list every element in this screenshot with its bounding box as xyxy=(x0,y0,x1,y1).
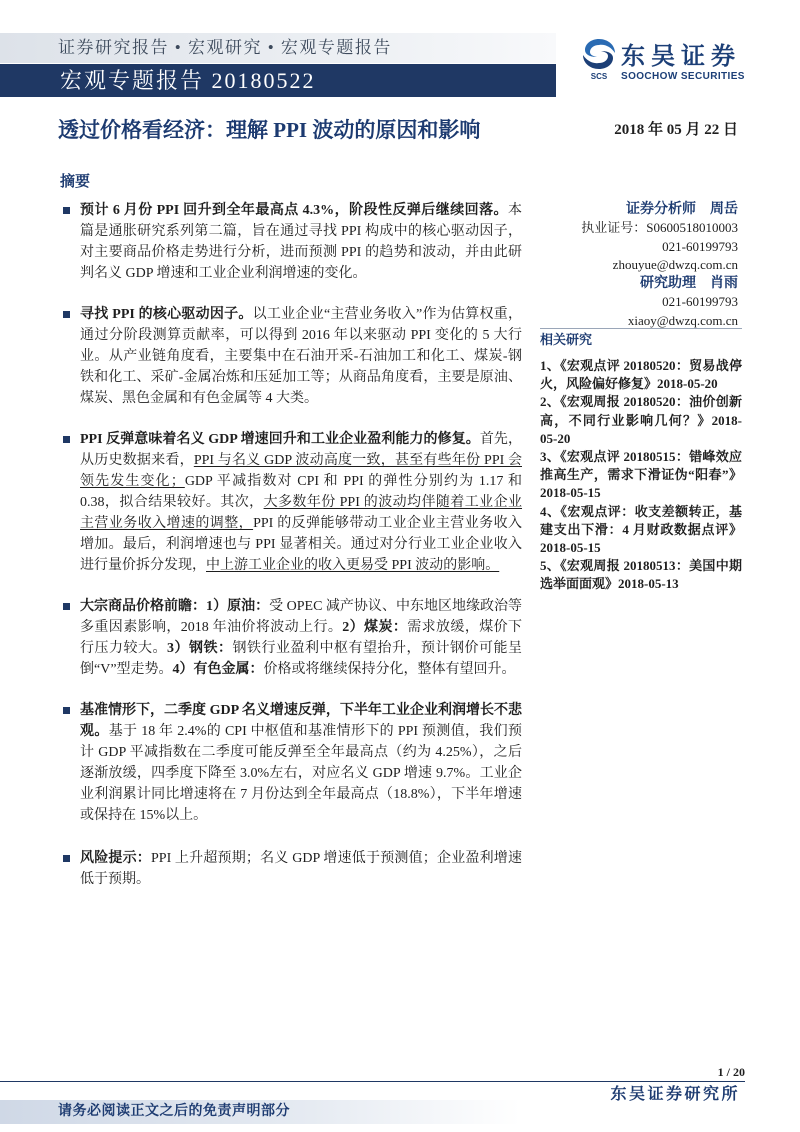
abstract-item-key-point: 中上游工业企业的收入更易受 PPI 波动的影响。 xyxy=(206,558,500,573)
assistant-name: 肖雨 xyxy=(710,276,738,292)
assistant-role: 研究助理 xyxy=(640,276,696,292)
abstract-item-lead: 寻找 PPI 的核心驱动因子。 xyxy=(80,307,253,322)
sidebar-divider xyxy=(540,328,742,329)
abstract-item-lead: 大宗商品价格前瞻：1）原油： xyxy=(80,599,270,614)
abstract-item-text: 钢铁行业盈利中枢有望抬升，预计钢价可能呈倒“V”型走势。 xyxy=(80,641,522,677)
analyst-license: 执业证号：S0600518010003 xyxy=(581,220,738,236)
footer-disclaimer: 请务必阅读正文之后的免责声明部分 xyxy=(58,1104,290,1119)
abstract-item-key-point: PPI 与名义 GDP 波动高度一致，甚至有些年份 PPI 会领先发生变化； xyxy=(80,453,522,489)
abstract-item-text: 首先，从历史数据来看， xyxy=(80,432,522,468)
abstract-list xyxy=(58,200,522,890)
report-type: 宏观专题报告 20180522 xyxy=(60,68,316,93)
abstract-item xyxy=(58,596,522,680)
page-number: 1 / 20 xyxy=(717,1065,745,1079)
related-research-list xyxy=(540,357,742,594)
abstract-item xyxy=(58,429,522,576)
report-title: 透过价格看经济：理解 PPI 波动的原因和影响 xyxy=(58,118,481,142)
logo-name-cn: 东吴证券 xyxy=(621,42,741,70)
bullet-square-icon xyxy=(63,311,70,318)
abstract-item-text: 需求放缓，煤价下行压力较大。 xyxy=(80,620,523,656)
assistant-email: xiaoy@dwzq.com.cn xyxy=(627,312,738,328)
analyst-role: 证券分析师 xyxy=(626,202,696,217)
abstract-item-lead: 基准情形下，二季度 GDP 名义增速反弹，下半年工业企业利润增长不悲观。 xyxy=(80,703,522,739)
related-research-heading: 相关研究 xyxy=(540,332,593,347)
abstract-item xyxy=(58,848,522,890)
abstract-item-text: 基于 18 年 2.4%的 CPI 中枢值和基准情形下的 PPI 预测值，我们预计 GDP 平减指数在二季度可能反弹至全年最高点（约为 4.25%），之后逐渐放缓，四季度下降至 3.0%左右，对应名义 GDP 增速 9.7%。工业企业利润累计同比增速将在 7 月份达到全年最高点（18.8%），下半年增速或保持在 15%以上。 xyxy=(80,724,522,823)
bullet-square-icon xyxy=(63,603,70,610)
footer-divider xyxy=(0,1081,745,1082)
footer-institute: 东吴证券研究所 xyxy=(610,1086,740,1103)
related-research-item: 2、《宏观周报 20180520：油价创新高，不同行业影响几何？》2018-05-20 xyxy=(540,394,742,446)
related-research-item: 5、《宏观周报 20180513：美国中期选举面面观》2018-05-13 xyxy=(540,558,742,592)
abstract-item-subhead: 3）钢铁： xyxy=(167,641,233,656)
logo-name-en: SOOCHOW SECURITIES xyxy=(621,71,745,82)
abstract-item-subhead: 4）有色金属： xyxy=(172,662,264,677)
analyst-phone: 021-60199793 xyxy=(662,238,738,254)
related-research-item: 1、《宏观点评 20180520：贸易战停火，风险偏好修复》2018-05-20 xyxy=(540,358,742,392)
related-research-item: 3、《宏观点评 20180515：错峰效应推高生产，需求下滑证伪“阳春”》2018-05-15 xyxy=(540,449,742,501)
author-block xyxy=(540,200,738,330)
analyst-name: 周岳 xyxy=(710,202,738,217)
assistant-phone: 021-60199793 xyxy=(662,294,738,310)
abstract-item-text: GDP 平减指数对 CPI 和 PPI 的弹性分别约为 1.17 和 0.38，拟合结果较好。其次， xyxy=(80,474,522,510)
related-research-item: 4、《宏观点评：收支差额转正，基建支出下滑：4 月财政数据点评》2018-05-15 xyxy=(540,503,742,556)
logo-mark-text: SCS xyxy=(590,72,608,81)
abstract-item-text: 本篇是通胀研究系列第二篇，旨在通过寻找 PPI 构成中的核心驱动因子，对主要商品价格走势进行分析，进而预测 PPI 的趋势和波动，并由此研判名义 GDP 增速和工业企业利润增速的变化。 xyxy=(80,203,522,281)
abstract-item-lead: PPI 反弹意味着名义 GDP 增速回升和工业企业盈利能力的修复。 xyxy=(80,432,480,447)
report-date: 2018 年 05 月 22 日 xyxy=(614,122,738,138)
abstract-item-text: 价格或将继续保持分化，整体有望回升。 xyxy=(263,662,516,677)
abstract-heading: 摘要 xyxy=(60,174,91,190)
abstract-item-subhead: 2）煤炭： xyxy=(342,620,408,635)
abstract-item xyxy=(58,304,522,409)
abstract-item-text: PPI 上升超预期；名义 GDP 增速低于预测值；企业盈利增速低于预期。 xyxy=(80,851,522,887)
abstract-item-lead: 风险提示： xyxy=(80,851,151,866)
bullet-square-icon xyxy=(63,707,70,714)
logo-mark-icon xyxy=(580,36,618,82)
abstract-section xyxy=(58,172,522,890)
abstract-item xyxy=(58,700,522,826)
abstract-item-key-point: 大多数年份 PPI 的波动均伴随着工业企业主营业务收入增速的调整， xyxy=(80,495,523,531)
bullet-square-icon xyxy=(63,855,70,862)
assistant-line xyxy=(540,274,738,293)
abstract-item-text: PPI 的反弹能够带动工业企业主营业务收入增加。最后，利润增速也与 PPI 显著相关。通过对分行业工业企业收入进行量价拆分发现， xyxy=(80,516,523,573)
analyst-line xyxy=(540,200,738,219)
abstract-item xyxy=(58,200,522,284)
bullet-square-icon xyxy=(63,207,70,214)
abstract-item-lead: 预计 6 月份 PPI 回升到全年最高点 4.3%，阶段性反弹后继续回落。 xyxy=(80,203,508,218)
breadcrumb: 证券研究报告 • 宏观研究 • 宏观专题报告 xyxy=(58,38,392,57)
abstract-item-text: 以工业企业“主营业务收入”作为估算权重，通过分阶段测算贡献率，可以得到 2016 年以来驱动 PPI 变化的 5 大行业。从产业链角度看，主要集中在石油开采-石油加工和化工、煤炭-钢铁和化工、采矿-金属冶炼和压延加工等；从商品角度看，主要是原油、煤炭、黑色金属和有色金属等 4 大类。 xyxy=(80,307,522,406)
bullet-square-icon xyxy=(63,436,70,443)
analyst-email: zhouyue@dwzq.com.cn xyxy=(612,256,738,272)
abstract-item-text: 受 OPEC 减产协议、中东地区地缘政治等多重因素影响，2018 年油价将波动上行。 xyxy=(80,599,523,635)
